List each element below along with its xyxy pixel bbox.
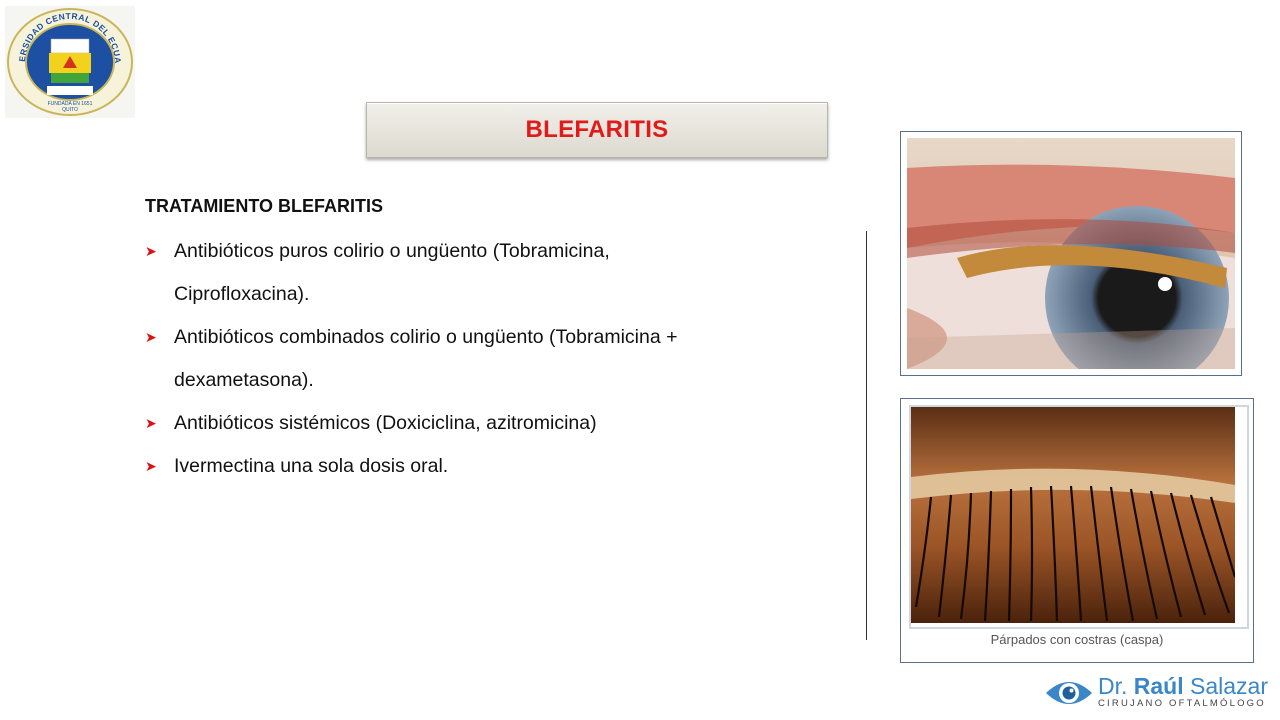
bullet-line: Ivermectina una sola dosis oral. [174,455,449,477]
brand-name [1098,673,1268,700]
slide-title: BLEFARITIS [525,116,669,143]
arrowhead-bullet-icon: ➤ [145,329,157,345]
eyelash-closeup-image [911,407,1235,623]
bullet-item [145,316,785,402]
brand-first-name: Raúl [1133,673,1184,699]
brand-last-name: Salazar [1190,673,1268,699]
arrowhead-bullet-icon: ➤ [145,415,157,431]
section-heading: TRATAMIENTO BLEFARITIS [145,196,383,216]
title-box [366,102,828,158]
bullet-line: dexametasona). [174,369,314,391]
eye-icon [1044,675,1094,711]
bullet-list [145,230,785,488]
arrowhead-bullet-icon: ➤ [145,458,157,474]
logo-founded-text: FUNDADA EN 1651 [47,101,93,107]
brand-logo [1044,673,1274,713]
logo-arc-text: ERSIDAD CENTRAL DEL ECUA [16,10,124,65]
arrowhead-bullet-icon: ➤ [145,243,157,259]
bullet-item [145,230,785,316]
eye-closeup-image [907,138,1235,369]
university-logo [5,6,135,118]
bullet-line: Antibióticos sistémicos (Doxiciclina, azitromicina) [174,412,597,434]
photo-caption: Párpados con costras (caspa) [990,632,1164,647]
vertical-divider [866,231,867,640]
bullet-line: Antibióticos combinados colirio o ungüento (Tobramicina + [174,326,678,348]
bullet-item [145,402,785,445]
bullet-line: Ciprofloxacina). [174,283,310,305]
logo-city-text: QUITO [62,107,78,113]
bullet-line: Antibióticos puros colirio o ungüento (Tobramicina, [174,240,610,262]
bullet-item [145,445,785,488]
brand-prefix: Dr. [1098,673,1128,699]
brand-subtitle: CIRUJANO OFTALMÓLOGO [1098,698,1266,709]
eye-photo-1 [900,131,1242,376]
eye-photo-2 [900,398,1254,663]
